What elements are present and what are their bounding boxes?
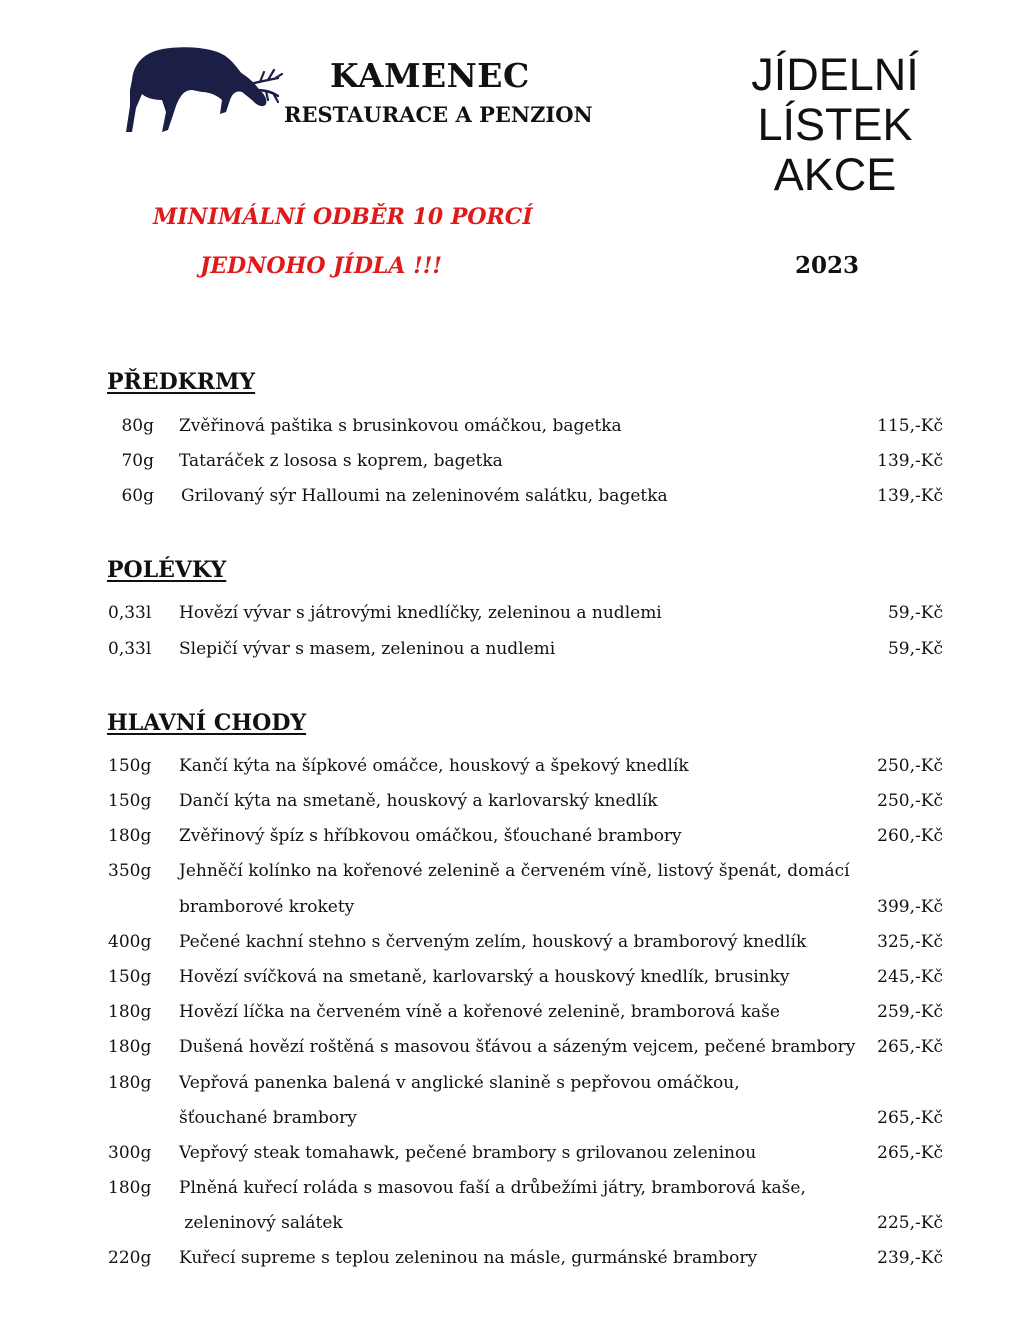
item-price: 139,-Kč: [877, 451, 943, 471]
menu-item: [0, 1037, 1020, 1067]
item-quantity: 150g: [108, 791, 152, 811]
item-quantity: 0,33l: [108, 639, 152, 659]
menu-item-continuation: [0, 897, 1020, 927]
brand-name: KAMENEC: [330, 56, 530, 95]
minimum-order-notice-line2: JEDNOHO JÍDLA !!!: [200, 253, 443, 279]
item-quantity: 180g: [108, 826, 152, 846]
menu-item: [0, 639, 1020, 669]
menu-item-continuation: [0, 1108, 1020, 1138]
item-quantity: 220g: [108, 1248, 152, 1268]
item-price: 59,-Kč: [887, 603, 943, 623]
item-quantity: 180g: [108, 1178, 152, 1198]
item-name: Kuřecí supreme s teplou zeleninou na másle, gurmánské brambory: [179, 1248, 758, 1268]
item-name: Hovězí vývar s játrovými knedlíčky, zeleninou a nudlemi: [179, 603, 662, 623]
item-price: 245,-Kč: [877, 967, 943, 987]
title-line: LÍSTEK: [757, 99, 913, 150]
title-line: JÍDELNÍ: [751, 49, 919, 100]
item-name-continued: zeleninový salátek: [179, 1213, 343, 1233]
menu-item: [0, 451, 1020, 481]
section-title-starters: PŘEDKRMY: [107, 369, 256, 395]
item-name: Vepřový steak tomahawk, pečené brambory s grilovanou zeleninou: [179, 1143, 757, 1163]
minimum-order-notice: MINIMÁLNÍ ODBĚR 10 PORCÍ: [153, 204, 533, 230]
item-quantity: 180g: [108, 1002, 152, 1022]
menu-item: [0, 756, 1020, 786]
brand-subtitle: RESTAURACE A PENZION: [284, 102, 593, 127]
item-price: 265,-Kč: [877, 1108, 943, 1128]
year-label: 2023: [794, 252, 859, 279]
menu-item: [0, 1248, 1020, 1278]
item-name: Zvěřinový špíz s hříbkovou omáčkou, šťouchané brambory: [179, 826, 682, 846]
item-quantity: 80g: [121, 416, 154, 436]
item-name: Jehněčí kolínko na kořenové zelenině a červeném víně, listový špenát, domácí: [179, 861, 850, 881]
item-price: 260,-Kč: [877, 826, 943, 846]
item-price: 225,-Kč: [877, 1213, 943, 1233]
item-name-continued: bramborové krokety: [179, 897, 355, 917]
item-price: 265,-Kč: [877, 1143, 943, 1163]
item-price: 250,-Kč: [877, 791, 943, 811]
item-price: 265,-Kč: [877, 1037, 943, 1057]
item-quantity: 400g: [108, 932, 152, 952]
item-name: Zvěřinová paštika s brusinkovou omáčkou, bagetka: [179, 416, 622, 436]
item-name: Slepičí vývar s masem, zeleninou a nudlemi: [179, 639, 556, 659]
item-name: Hovězí líčka na červeném víně a kořenové zelenině, bramborová kaše: [179, 1002, 780, 1022]
item-name: Tataráček z lososa s koprem, bagetka: [179, 451, 503, 471]
item-price: 59,-Kč: [887, 639, 943, 659]
item-name: Hovězí svíčková na smetaně, karlovarský a houskový knedlík, brusinky: [179, 967, 790, 987]
menu-item: [0, 1178, 1020, 1208]
menu-item: [0, 932, 1020, 962]
menu-item: [0, 1143, 1020, 1173]
item-quantity: 180g: [108, 1073, 152, 1093]
item-name: Dančí kýta na smetaně, houskový a karlovarský knedlík: [179, 791, 658, 811]
item-name: Grilovaný sýr Halloumi na zeleninovém salátku, bagetka: [181, 486, 668, 506]
item-price: 250,-Kč: [877, 756, 943, 776]
menu-item: [0, 1073, 1020, 1103]
item-quantity: 180g: [108, 1037, 152, 1057]
menu-item: [0, 967, 1020, 997]
item-name: Plněná kuřecí roláda s masovou faší a drůbežími játry, bramborová kaše,: [179, 1178, 806, 1198]
page-title: [735, 50, 935, 200]
item-quantity: 60g: [121, 486, 154, 506]
menu-item: [0, 826, 1020, 856]
item-name: Vepřová panenka balená v anglické slanině s pepřovou omáčkou,: [179, 1073, 740, 1093]
item-price: 115,-Kč: [877, 416, 943, 436]
item-price: 259,-Kč: [877, 1002, 943, 1022]
title-line: AKCE: [773, 149, 897, 200]
section-title-soups: POLÉVKY: [107, 557, 227, 583]
menu-item: [0, 861, 1020, 891]
menu-item: [0, 791, 1020, 821]
brand-logo: [118, 38, 593, 138]
item-quantity: 150g: [108, 756, 152, 776]
item-price: 325,-Kč: [877, 932, 943, 952]
menu-item: [0, 1002, 1020, 1032]
item-name: Kančí kýta na šípkové omáčce, houskový a špekový knedlík: [179, 756, 689, 776]
menu-item: [0, 486, 1020, 516]
item-price: 239,-Kč: [877, 1248, 943, 1268]
menu-item: [0, 416, 1020, 446]
item-quantity: 350g: [108, 861, 152, 881]
item-price: 139,-Kč: [877, 486, 943, 506]
menu-item: [0, 603, 1020, 633]
item-quantity: 150g: [108, 967, 152, 987]
deer-icon: [118, 40, 286, 136]
item-price: 399,-Kč: [877, 897, 943, 917]
item-name: Dušená hovězí roštěná s masovou šťávou a sázeným vejcem, pečené brambory: [179, 1037, 856, 1057]
item-quantity: 0,33l: [108, 603, 152, 623]
item-quantity: 70g: [121, 451, 154, 471]
section-title-mains: HLAVNÍ CHODY: [107, 710, 307, 736]
item-name: Pečené kachní stehno s červeným zelím, houskový a bramborový knedlík: [179, 932, 807, 952]
menu-item-continuation: [0, 1213, 1020, 1243]
item-name-continued: šťouchané brambory: [179, 1108, 357, 1128]
item-quantity: 300g: [108, 1143, 152, 1163]
